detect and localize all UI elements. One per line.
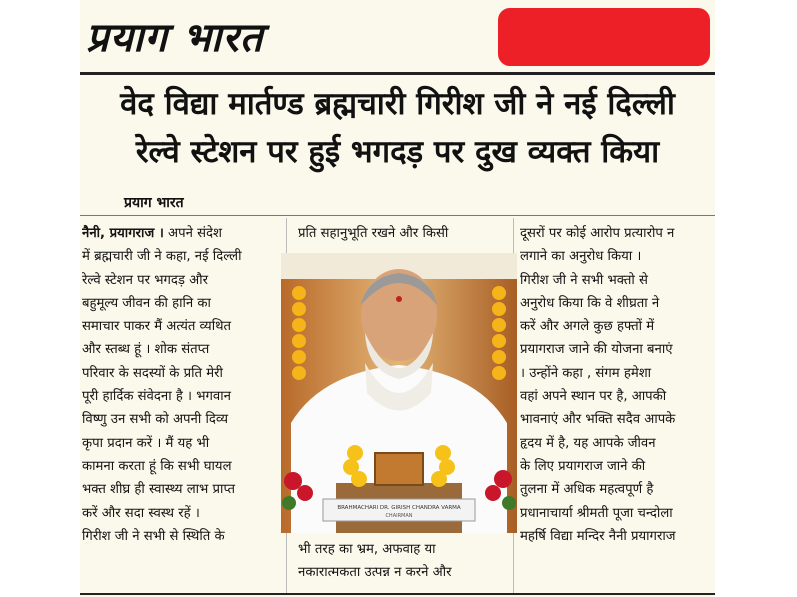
article-line: अनुरोध किया कि वे शीघ्रता ने (520, 295, 660, 311)
article-line: परिवार के सदस्यों के प्रति मेरी (82, 365, 223, 381)
article-column-2-top (298, 222, 498, 245)
red-banner-box (498, 8, 710, 66)
article-line: हृदय में है, यह आपके जीवन (520, 435, 656, 451)
article-line: प्रधानाचार्या श्रीमती पूजा चन्दोला (520, 505, 673, 521)
dateline-place: नैनी, प्रयागराज । (82, 226, 164, 241)
headline (80, 80, 715, 176)
article-line: गिरीश जी ने सभी भक्तो से (520, 272, 648, 288)
article-line: नकारात्मकता उत्पन्न न करने और (298, 565, 452, 581)
article-line: वहां अपने स्थान पर है, आपकी (520, 389, 667, 405)
article-column-3 (520, 222, 710, 548)
article-line: प्रति सहानुभूति रखने और किसी (298, 226, 449, 241)
article-line: महर्षि विद्या मन्दिर नैनी प्रयागराज (520, 528, 676, 544)
article-line: विष्णु उन सभी को अपनी दिव्य (82, 412, 229, 428)
byline: प्रयाग भारत (124, 195, 184, 211)
headline-line-2: रेल्वे स्टेशन पर हुई भगदड़ पर दुख व्यक्त किया (135, 134, 660, 170)
article-line: लगाने का अनुरोध किया । (520, 249, 642, 265)
masthead (80, 0, 715, 70)
bottom-rule (80, 593, 715, 595)
article-line: कृपा प्रदान करें । मैं यह भी (82, 435, 210, 451)
photo-nameplate: BRAHMACHARI DR. GIRISH CHANDRA VARMA (337, 505, 461, 511)
article-line: नैनी, प्रयागराज । अपने संदेश (82, 226, 223, 241)
article-line: भी तरह का भ्रम, अफवाह या (298, 542, 436, 557)
article-line: भक्त शीघ्र ही स्वास्थ्य लाभ प्राप्त (82, 482, 236, 498)
photo-nameplate-sub: CHAIRMAN (385, 513, 413, 519)
article-line: बहुमूल्य जीवन की हानि का (82, 295, 211, 311)
article-line: समाचार पाकर मैं अत्यंत व्यथित (82, 319, 232, 335)
article-line: रेल्वे स्टेशन पर भगदड़ और (82, 272, 209, 288)
article-line: कामना करता हूं कि सभी घायल (82, 458, 232, 474)
article-line: दूसरों पर कोई आरोप प्रत्यारोप न (520, 226, 675, 241)
article-line: करें और सदा स्वस्थ रहें । (82, 505, 200, 521)
article-photo (281, 253, 517, 533)
article-line: गिरीश जी ने सभी से स्थिति के (82, 528, 225, 544)
masthead-rule (80, 72, 715, 75)
photo-illustration (281, 253, 517, 533)
headline-line-1: वेद विद्या मार्तण्ड ब्रह्मचारी गिरीश जी ने नई दिल्ली (120, 86, 675, 122)
article-line: करें और अगले कुछ हफ्तों में (520, 319, 655, 335)
masthead-title: प्रयाग भारत (86, 15, 264, 61)
article-line: में ब्रह्मचारी जी ने कहा, नई दिल्ली (82, 249, 242, 265)
article-column-1 (82, 222, 277, 548)
article-line: प्रयागराज जाने की योजना बनाएं (520, 342, 673, 358)
article-line: । उन्होंने कहा , संगम हमेशा (520, 365, 652, 381)
article-line: पूरी हार्दिक संवेदना है । भगवान (82, 389, 231, 405)
article-line: और स्तब्ध हूं । शोक संतप्त (82, 342, 210, 358)
article-line: तुलना में अधिक महत्वपूर्ण है (520, 482, 654, 498)
newspaper-clipping (80, 0, 715, 597)
article-column-2-bottom (298, 538, 498, 585)
article-line: के लिए प्रयागराज जाने की (520, 458, 646, 474)
byline-rule (80, 215, 715, 216)
article-line: भावनाएं और भक्ति सदैव आपके (520, 412, 676, 428)
